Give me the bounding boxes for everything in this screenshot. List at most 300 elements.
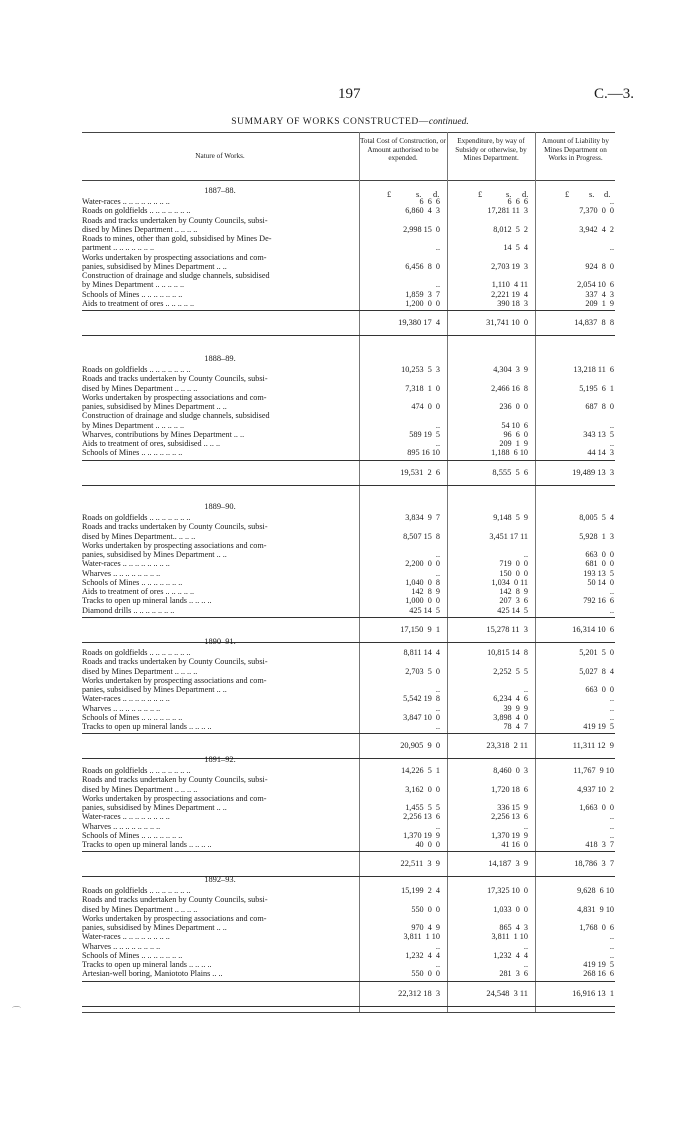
total-cost-cell: 142 8 9 — [411, 587, 440, 596]
table-row — [82, 197, 615, 206]
row-label: panies, subsidised by Mines Department .. .. — [82, 261, 227, 271]
expenditure-cell: 3,898 4 0 — [493, 712, 528, 722]
table-row — [82, 448, 615, 457]
liability-cell: .. — [609, 420, 614, 430]
margin-mark: ⌒ — [12, 1006, 22, 1016]
total-cost-cell: 2,200 0 0 — [405, 559, 440, 569]
total-cost-cell: 970 4 9 — [411, 923, 440, 932]
table-row — [82, 299, 615, 308]
total-cost-sum: 22,312 18 3 — [398, 988, 440, 998]
expenditure-cell: 1,034 0 11 — [491, 577, 528, 587]
table-row — [82, 225, 615, 234]
liability-cell: 2,054 10 6 — [577, 280, 614, 290]
table-row — [82, 905, 615, 914]
row-label: Schools of Mines .. .. .. .. .. .. .. — [82, 289, 183, 299]
table-row — [82, 384, 615, 393]
title-suffix: continued. — [428, 117, 469, 127]
table-row — [82, 840, 615, 849]
row-label: Roads on goldfields .. .. .. .. .. .. .. — [82, 365, 191, 374]
liability-cell: 663 0 0 — [585, 685, 614, 694]
year-heading: 1888–89. — [204, 354, 236, 363]
unit-pound: £ — [565, 190, 570, 199]
row-label: Roads and tracks undertaken by County Councils, subsi- — [82, 215, 268, 225]
table-row — [82, 234, 615, 243]
total-cost-sum: 20,905 9 0 — [400, 741, 440, 751]
table-row — [82, 550, 615, 559]
expenditure-cell: .. — [523, 821, 528, 831]
table-row — [82, 803, 615, 812]
total-cost-cell: .. — [435, 960, 440, 969]
total-cost-cell: 1,040 0 8 — [405, 577, 440, 587]
table-row — [82, 785, 615, 794]
row-label: Schools of Mines .. .. .. .. .. .. .. — [82, 448, 183, 458]
table-row — [82, 374, 615, 383]
total-cost-cell: .. — [435, 722, 440, 731]
expenditure-cell: 390 18 3 — [497, 298, 528, 308]
table-bottom-rule — [82, 1012, 615, 1013]
total-cost-cell: .. — [435, 821, 440, 831]
table-row — [82, 513, 615, 522]
table-row — [82, 439, 615, 448]
table-row — [82, 411, 615, 420]
expenditure-cell: 150 0 0 — [499, 568, 528, 578]
liability-cell: 687 8 0 — [585, 402, 614, 411]
table-row — [82, 559, 615, 568]
total-cost-sum: 22,511 3 9 — [400, 859, 440, 869]
row-label: Artesian-well boring, Maniototo Plains .. .. — [82, 969, 223, 979]
expenditure-cell: 142 8 9 — [499, 587, 528, 596]
column-header-nature: Nature of Works. — [195, 152, 245, 160]
expenditure-cell: .. — [523, 685, 528, 694]
row-label: Roads on goldfields .. .. .. .. .. .. .. — [82, 766, 191, 775]
table-row — [82, 831, 615, 840]
expenditure-cell: 2,466 16 8 — [491, 383, 528, 393]
row-label: Roads and tracks undertaken by County Councils, subsi- — [82, 522, 268, 532]
table-row — [82, 895, 615, 904]
row-label: Aids to treatment of ores .. .. .. .. .. — [82, 587, 195, 596]
liability-cell: 4,937 10 2 — [577, 784, 614, 794]
total-row — [82, 460, 615, 486]
liability-cell: .. — [609, 694, 614, 704]
unit-shillings: s. — [416, 190, 422, 199]
total-row — [82, 981, 615, 1007]
liability-cell: .. — [609, 587, 614, 596]
expenditure-cell: 719 0 0 — [499, 559, 528, 569]
table-row — [82, 648, 615, 657]
table-row — [82, 775, 615, 784]
table-row — [82, 216, 615, 225]
total-cost-cell: 5,542 19 8 — [403, 694, 440, 704]
row-label: Roads on goldfields .. .. .. .. .. .. .. — [82, 886, 191, 895]
row-label: Works undertaken by prospecting associations and com- — [82, 252, 267, 262]
expenditure-cell: 425 14 5 — [497, 605, 528, 615]
liability-cell: .. — [609, 605, 614, 615]
liability-cell: 681 0 0 — [585, 559, 614, 569]
row-label: Tracks to open up mineral lands .. .. .. .. — [82, 596, 212, 606]
expenditure-cell: .. — [523, 941, 528, 951]
liability-sum: 19,489 13 3 — [572, 467, 614, 477]
expenditure-cell: .. — [523, 550, 528, 559]
liability-cell: .. — [609, 950, 614, 960]
total-cost-sum: 17,150 9 1 — [400, 624, 440, 634]
expenditure-cell: 3,451 17 11 — [489, 531, 528, 541]
liability-cell: .. — [609, 439, 614, 448]
total-cost-cell: 10,253 5 3 — [401, 365, 440, 374]
table-row — [82, 932, 615, 941]
liability-cell: 13,218 11 6 — [573, 365, 614, 374]
table-row — [82, 421, 615, 430]
row-label: Works undertaken by prospecting associations and com- — [82, 793, 267, 803]
expenditure-sum: 14,187 3 9 — [488, 859, 528, 869]
total-cost-cell: 6,456 8 0 — [405, 261, 440, 271]
expenditure-cell: 1,110 4 11 — [491, 280, 528, 290]
liability-cell: .. — [609, 703, 614, 713]
total-cost-cell: 3,847 10 0 — [403, 712, 440, 722]
liability-cell: .. — [609, 812, 614, 822]
row-label: Roads and tracks undertaken by County Councils, subsi- — [82, 657, 268, 667]
table-row — [82, 365, 615, 374]
column-header-total-cost: Total Cost of Construction, or Amount authorised to be expended. — [360, 137, 446, 163]
year-group — [82, 185, 615, 336]
year-group — [82, 754, 615, 877]
total-cost-cell: 2,256 13 6 — [403, 812, 440, 822]
row-label: Roads and tracks undertaken by County Councils, subsi- — [82, 374, 268, 384]
expenditure-sum: 24,548 3 11 — [486, 988, 528, 998]
total-cost-sum: 19,531 2 6 — [400, 467, 440, 477]
total-cost-cell: 550 0 0 — [411, 969, 440, 979]
total-cost-cell: 1,000 0 0 — [405, 596, 440, 606]
total-cost-cell: 1,859 3 7 — [405, 289, 440, 299]
row-label: by Mines Department .. .. .. .. .. — [82, 280, 185, 290]
liability-cell: .. — [609, 712, 614, 722]
liability-cell: 44 14 3 — [587, 448, 614, 458]
table-row — [82, 262, 615, 271]
liability-sum: 11,311 12 9 — [572, 741, 614, 751]
liability-cell: 663 0 0 — [585, 550, 614, 559]
liability-cell: 924 8 0 — [585, 261, 614, 271]
row-label: partment .. .. .. .. .. .. .. — [82, 243, 155, 253]
liability-sum: 18,786 3 7 — [574, 859, 614, 869]
liability-cell: .. — [609, 941, 614, 951]
row-label: Roads on goldfields .. .. .. .. .. .. .. — [82, 513, 191, 522]
document-reference: C.—3. — [594, 86, 635, 102]
total-cost-cell: .. — [435, 243, 440, 253]
total-cost-cell: 1,370 19 9 — [403, 830, 440, 840]
table-row — [82, 393, 615, 402]
unit-pence: d. — [604, 190, 611, 199]
table-row — [82, 951, 615, 960]
total-cost-cell: 3,834 9 7 — [405, 513, 440, 522]
row-label: dised by Mines Department .. .. .. .. — [82, 666, 198, 676]
liability-cell: 8,005 5 4 — [579, 513, 614, 522]
liability-cell: 5,201 5 0 — [579, 648, 614, 657]
table-row — [82, 541, 615, 550]
expenditure-cell: 8,012 5 2 — [493, 224, 528, 234]
row-label: Roads on goldfields .. .. .. .. .. .. .. — [82, 206, 191, 216]
total-cost-cell: .. — [435, 550, 440, 559]
expenditure-cell: 10,815 14 8 — [487, 648, 528, 657]
total-cost-cell: 3,811 1 10 — [403, 932, 440, 942]
row-label: Schools of Mines .. .. .. .. .. .. .. — [82, 712, 183, 722]
expenditure-cell: 17,325 10 0 — [487, 886, 528, 895]
year-heading: 1889–90. — [204, 502, 236, 511]
liability-cell: 1,663 0 0 — [579, 803, 614, 812]
liability-cell: 7,370 0 0 — [579, 206, 614, 216]
total-cost-cell: 895 16 10 — [407, 448, 440, 458]
unit-pound: £ — [387, 190, 392, 199]
row-label: Water-races .. .. .. .. .. .. .. .. — [82, 932, 170, 942]
expenditure-cell: 8,460 0 3 — [493, 766, 528, 775]
year-heading: 1887–88. — [204, 186, 236, 195]
table-row — [82, 606, 615, 615]
total-cost-cell: 8,811 14 4 — [403, 648, 440, 657]
table-row — [82, 923, 615, 932]
row-label: Tracks to open up mineral lands .. .. .. .. — [82, 722, 212, 731]
total-cost-cell: .. — [435, 280, 440, 290]
table-row — [82, 667, 615, 676]
column-header-liability: Amount of Liability by Mines Department on Works in Progress. — [542, 137, 609, 163]
row-label: Construction of drainage and sludge channels, subsidised — [82, 271, 270, 280]
table-row — [82, 812, 615, 821]
row-label: Wharves .. .. .. .. .. .. .. .. — [82, 941, 161, 951]
row-label: Construction of drainage and sludge channels, subsidised — [82, 411, 270, 421]
total-cost-cell: 6 6 6 — [419, 197, 440, 206]
expenditure-cell: 1,232 4 4 — [493, 950, 528, 960]
total-cost-cell: .. — [435, 685, 440, 694]
row-label: Works undertaken by prospecting associations and com- — [82, 392, 267, 402]
table-row — [82, 522, 615, 531]
table-row — [82, 430, 615, 439]
unit-pound: £ — [478, 190, 483, 199]
row-label: panies, subsidised by Mines Department .. .. — [82, 685, 227, 694]
table-row — [82, 694, 615, 703]
total-cost-cell: 1,232 4 4 — [405, 950, 440, 960]
row-label: panies, subsidised by Mines Department .. .. — [82, 803, 227, 812]
liability-cell: 209 1 9 — [585, 298, 614, 308]
liability-cell: 1,768 0 6 — [579, 923, 614, 932]
total-cost-cell: 1,455 5 5 — [405, 803, 440, 812]
table-row — [82, 969, 615, 978]
row-label: panies, subsidised by Mines Department .. .. — [82, 402, 227, 411]
row-label: Aids to treatment of ores, subsidised .. .. .. — [82, 439, 221, 448]
column-header-expenditure: Expenditure, by way of Subsidy or otherwise, by Mines Department. — [455, 137, 527, 163]
liability-sum: 16,314 10 6 — [572, 624, 614, 634]
expenditure-cell: .. — [523, 960, 528, 969]
liability-cell: 193 13 5 — [583, 568, 614, 578]
total-cost-cell: 474 0 0 — [411, 402, 440, 411]
table-title — [0, 117, 700, 127]
liability-sum: 14,837 8 8 — [574, 318, 614, 327]
table-row — [82, 960, 615, 969]
expenditure-cell: 2,703 19 3 — [491, 261, 528, 271]
total-cost-cell: 40 0 0 — [415, 840, 440, 849]
row-label: Water-races .. .. .. .. .. .. .. .. — [82, 197, 170, 206]
liability-cell: 418 3 7 — [585, 840, 614, 849]
total-cost-cell: .. — [435, 703, 440, 713]
row-label: dised by Mines Department .. .. .. .. — [82, 904, 198, 914]
table-row — [82, 532, 615, 541]
liability-cell: 5,027 8 4 — [579, 666, 614, 676]
total-cost-cell: 8,507 15 8 — [403, 531, 440, 541]
table-row — [82, 290, 615, 299]
table-row — [82, 886, 615, 895]
liability-cell: 419 19 5 — [583, 722, 614, 731]
total-cost-cell: 1,200 0 0 — [405, 298, 440, 308]
table-row — [82, 596, 615, 605]
table-row — [82, 253, 615, 262]
expenditure-cell: 236 0 0 — [499, 402, 528, 411]
year-heading: 1891–92. — [204, 755, 236, 764]
year-heading: 1892–93. — [204, 875, 236, 884]
expenditure-cell: 1,720 18 6 — [491, 784, 528, 794]
expenditure-cell: 1,370 19 9 — [491, 830, 528, 840]
liability-cell: 9,628 6 10 — [577, 886, 614, 895]
liability-cell: 50 14 0 — [587, 577, 614, 587]
row-label: dised by Mines Department.. .. .. .. — [82, 531, 196, 541]
total-cost-cell: 550 0 0 — [411, 904, 440, 914]
table-row — [82, 280, 615, 289]
table-row — [82, 206, 615, 215]
row-label: dised by Mines Department .. .. .. .. — [82, 224, 198, 234]
row-label: Water-races .. .. .. .. .. .. .. .. — [82, 694, 170, 704]
expenditure-cell: 39 9 9 — [503, 703, 528, 713]
expenditure-cell: 6,234 4 6 — [493, 694, 528, 704]
expenditure-cell: 209 1 9 — [499, 439, 528, 448]
row-label: panies, subsidised by Mines Department .. .. — [82, 923, 227, 932]
expenditure-cell: 336 15 9 — [497, 803, 528, 812]
expenditure-sum: 8,555 5 6 — [492, 467, 528, 477]
table-row — [82, 704, 615, 713]
table-row — [82, 569, 615, 578]
year-group — [82, 353, 615, 486]
liability-cell: 5,195 6 1 — [579, 383, 614, 393]
table-row — [82, 402, 615, 411]
row-label: Roads and tracks undertaken by County Councils, subsi- — [82, 775, 268, 785]
row-label: Works undertaken by prospecting associations and com- — [82, 913, 267, 923]
total-cost-cell: 589 19 5 — [409, 429, 440, 439]
total-cost-cell: 3,162 0 0 — [405, 784, 440, 794]
table-row — [82, 766, 615, 775]
table-row — [82, 676, 615, 685]
row-label: Roads on goldfields .. .. .. .. .. .. .. — [82, 648, 191, 657]
expenditure-sum: 23,318 2 11 — [486, 741, 528, 751]
unit-shillings: s. — [506, 190, 512, 199]
expenditure-cell: 14 5 4 — [503, 243, 528, 253]
row-label: dised by Mines Department .. .. .. .. — [82, 784, 198, 794]
row-label: Wharves, contributions by Mines Department .. .. — [82, 429, 245, 439]
table-row — [82, 243, 615, 252]
table-row — [82, 271, 615, 280]
total-cost-sum: 19,380 17 4 — [398, 318, 440, 327]
total-cost-cell: 6,860 4 3 — [405, 206, 440, 216]
total-cost-cell: 425 14 5 — [409, 605, 440, 615]
liability-sum: 16,916 13 1 — [572, 988, 614, 998]
expenditure-cell: 1,033 0 0 — [493, 904, 528, 914]
row-label: Water-races .. .. .. .. .. .. .. .. — [82, 559, 170, 569]
row-label: Aids to treatment of ores .. .. .. .. .. — [82, 298, 195, 308]
row-label: dised by Mines Department .. .. .. .. — [82, 383, 198, 393]
row-label: Works undertaken by prospecting associations and com- — [82, 675, 267, 685]
total-cost-cell: 14,226 5 1 — [401, 766, 440, 775]
liability-cell: .. — [609, 830, 614, 840]
expenditure-sum: 15,278 11 3 — [486, 624, 528, 634]
total-cost-cell: .. — [435, 941, 440, 951]
row-label: Schools of Mines .. .. .. .. .. .. .. — [82, 830, 183, 840]
expenditure-sum: 31,741 10 0 — [486, 318, 528, 327]
liability-cell: 343 13 5 — [583, 429, 614, 439]
table-row — [82, 822, 615, 831]
table-row — [82, 794, 615, 803]
liability-cell: 337 4 3 — [585, 289, 614, 299]
total-cost-cell: .. — [435, 439, 440, 448]
row-label: Tracks to open up mineral lands .. .. .. .. — [82, 840, 212, 849]
row-label: by Mines Department .. .. .. .. .. — [82, 420, 185, 430]
liability-cell: 4,831 9 10 — [577, 904, 614, 914]
table-row — [82, 685, 615, 694]
expenditure-cell: 1,188 6 10 — [491, 448, 528, 458]
unit-shillings: s. — [589, 190, 595, 199]
title-main: SUMMARY OF WORKS CONSTRUCTED— — [231, 117, 429, 127]
year-group — [82, 501, 615, 643]
row-label: Schools of Mines .. .. .. .. .. .. .. — [82, 950, 183, 960]
table-row — [82, 713, 615, 722]
row-label: Water-races .. .. .. .. .. .. .. .. — [82, 812, 170, 822]
expenditure-cell: 281 3 6 — [499, 969, 528, 979]
expenditure-cell: 9,148 5 9 — [493, 513, 528, 522]
total-cost-cell: 15,199 2 4 — [401, 886, 440, 895]
year-heading: 1890–91. — [204, 637, 236, 646]
row-label: panies, subsidised by Mines Department .. .. — [82, 550, 227, 559]
expenditure-cell: 96 6 0 — [503, 429, 528, 439]
row-label: Roads to mines, other than gold, subsidised by Mines De- — [82, 234, 272, 243]
total-cost-cell: 2,703 5 0 — [405, 666, 440, 676]
expenditure-cell: 207 3 6 — [499, 596, 528, 606]
expenditure-cell: 2,252 5 5 — [493, 666, 528, 676]
expenditure-cell: 4,304 3 9 — [493, 365, 528, 374]
table-row — [82, 942, 615, 951]
liability-cell: 3,942 4 2 — [579, 224, 614, 234]
expenditure-cell: 17,281 11 3 — [487, 206, 528, 216]
total-cost-cell: 2,998 15 0 — [403, 224, 440, 234]
table-row — [82, 722, 615, 731]
row-label: Roads and tracks undertaken by County Councils, subsi- — [82, 895, 268, 905]
table-row — [82, 914, 615, 923]
liability-cell: 5,928 1 3 — [579, 531, 614, 541]
row-label: Works undertaken by prospecting associations and com- — [82, 540, 267, 550]
row-label: Schools of Mines .. .. .. .. .. .. .. — [82, 577, 183, 587]
expenditure-cell: 6 6 6 — [507, 197, 528, 206]
total-cost-cell: .. — [435, 420, 440, 430]
row-label: Diamond drills .. .. .. .. .. .. .. — [82, 605, 175, 615]
expenditure-cell: 2,221 19 4 — [491, 289, 528, 299]
liability-cell: 792 16 6 — [583, 596, 614, 606]
year-group — [82, 636, 615, 759]
unit-pence: d. — [433, 190, 440, 199]
row-label: Wharves .. .. .. .. .. .. .. .. — [82, 703, 161, 713]
total-row — [82, 310, 615, 336]
expenditure-cell: 41 16 0 — [501, 840, 528, 849]
liability-cell: .. — [609, 243, 614, 253]
liability-cell: 11,767 9 10 — [573, 766, 614, 775]
liability-cell: .. — [609, 821, 614, 831]
expenditure-cell: 865 4 3 — [499, 923, 528, 932]
table-row — [82, 578, 615, 587]
expenditure-cell: 2,256 13 6 — [491, 812, 528, 822]
row-label: Wharves .. .. .. .. .. .. .. .. — [82, 568, 161, 578]
expenditure-cell: 54 10 6 — [501, 420, 528, 430]
total-cost-cell: .. — [435, 568, 440, 578]
year-group — [82, 874, 615, 1007]
